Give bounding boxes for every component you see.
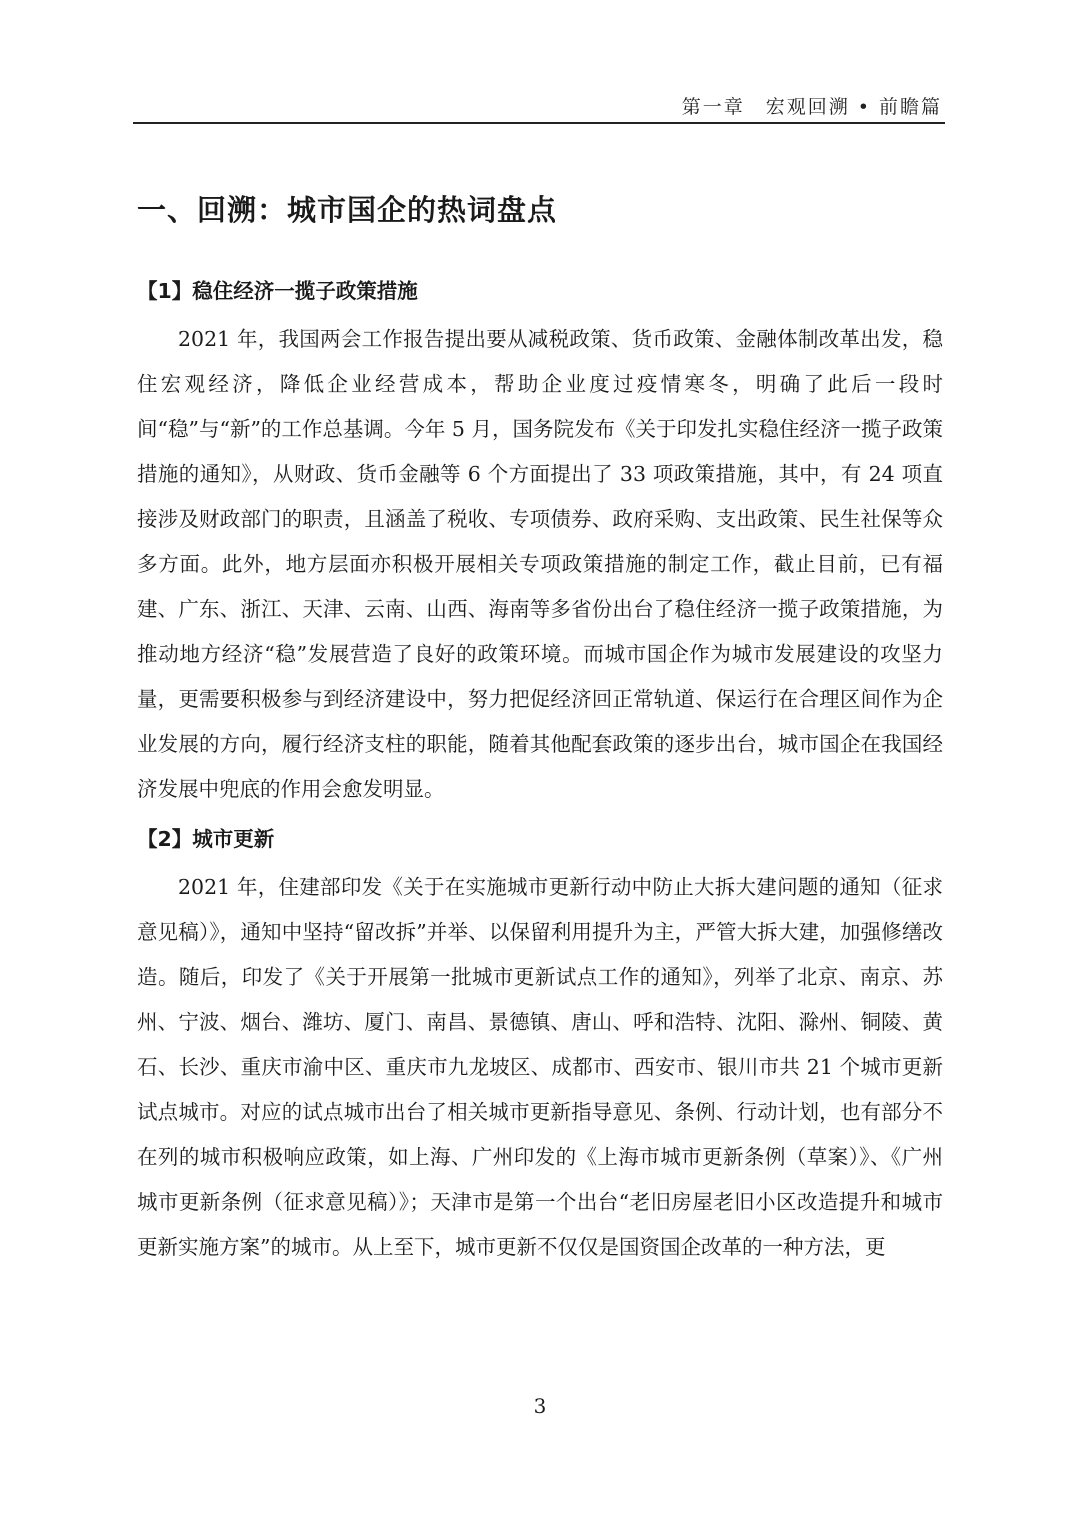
subsection-urban-renewal	[137, 822, 943, 1270]
header-divider	[133, 122, 945, 124]
subsection-heading: 【1】稳住经济一揽子政策措施	[137, 279, 418, 303]
section-title: 一、回溯：城市国企的热词盘点	[137, 193, 558, 227]
subsection-stabilize-economy	[137, 274, 943, 812]
body-paragraph: 2021 年，我国两会工作报告提出要从减税政策、货币政策、金融体制改革出发，稳住宏观经济，降低企业经营成本，帮助企业度过疫情寒冬，明确了此后一段时间“稳”与“新”的工作总基调。今年 5 月，国务院发布《关于印发扎实稳住经济一揽子政策措施的通知》，从财政、货币金融等 6 个方面提出了 33 项政策措施，其中，有 24 项直接涉及财政部门的职责，且涵盖了税收、专项债券、政府采购、支出政策、民生社保等众多方面。此外，地方层面亦积极开展相关专项政策措施的制定工作，截止目前，已有福建、广东、浙江、天津、云南、山西、海南等多省份出台了稳住经济一揽子政策措施，为推动地方经济“稳”发展营造了良好的政策环境。而城市国企作为城市发展建设的攻坚力量，更需要积极参与到经济建设中，努力把促经济回正常轨道、保运行在合理区间作为企业发展的方向，履行经济支柱的职能，随着其他配套政策的逐步出台，城市国企在我国经济发展中兜底的作用会愈发明显。	[137, 327, 943, 801]
page-number: 3	[533, 1394, 547, 1418]
page-content	[137, 186, 943, 1280]
running-header: 第一章 宏观回溯 • 前瞻篇	[681, 96, 942, 118]
body-paragraph: 2021 年，住建部印发《关于在实施城市更新行动中防止大拆大建问题的通知（征求意见稿）》，通知中坚持“留改拆”并举、以保留利用提升为主，严管大拆大建，加强修缮改造。随后，印发了《关于开展第一批城市更新试点工作的通知》，列举了北京、南京、苏州、宁波、烟台、潍坊、厦门、南昌、景德镇、唐山、呼和浩特、沈阳、滁州、铜陵、黄石、长沙、重庆市渝中区、重庆市九龙坡区、成都市、西安市、银川市共 21 个城市更新试点城市。对应的试点城市出台了相关城市更新指导意见、条例、行动计划，也有部分不在列的城市积极响应政策，如上海、广州印发的《上海市城市更新条例（草案）》、《广州城市更新条例（征求意见稿）》；天津市是第一个出台“老旧房屋老旧小区改造提升和城市更新实施方案”的城市。从上至下，城市更新不仅仅是国资国企改革的一种方法，更	[137, 875, 943, 1259]
subsection-heading: 【2】城市更新	[137, 827, 275, 851]
